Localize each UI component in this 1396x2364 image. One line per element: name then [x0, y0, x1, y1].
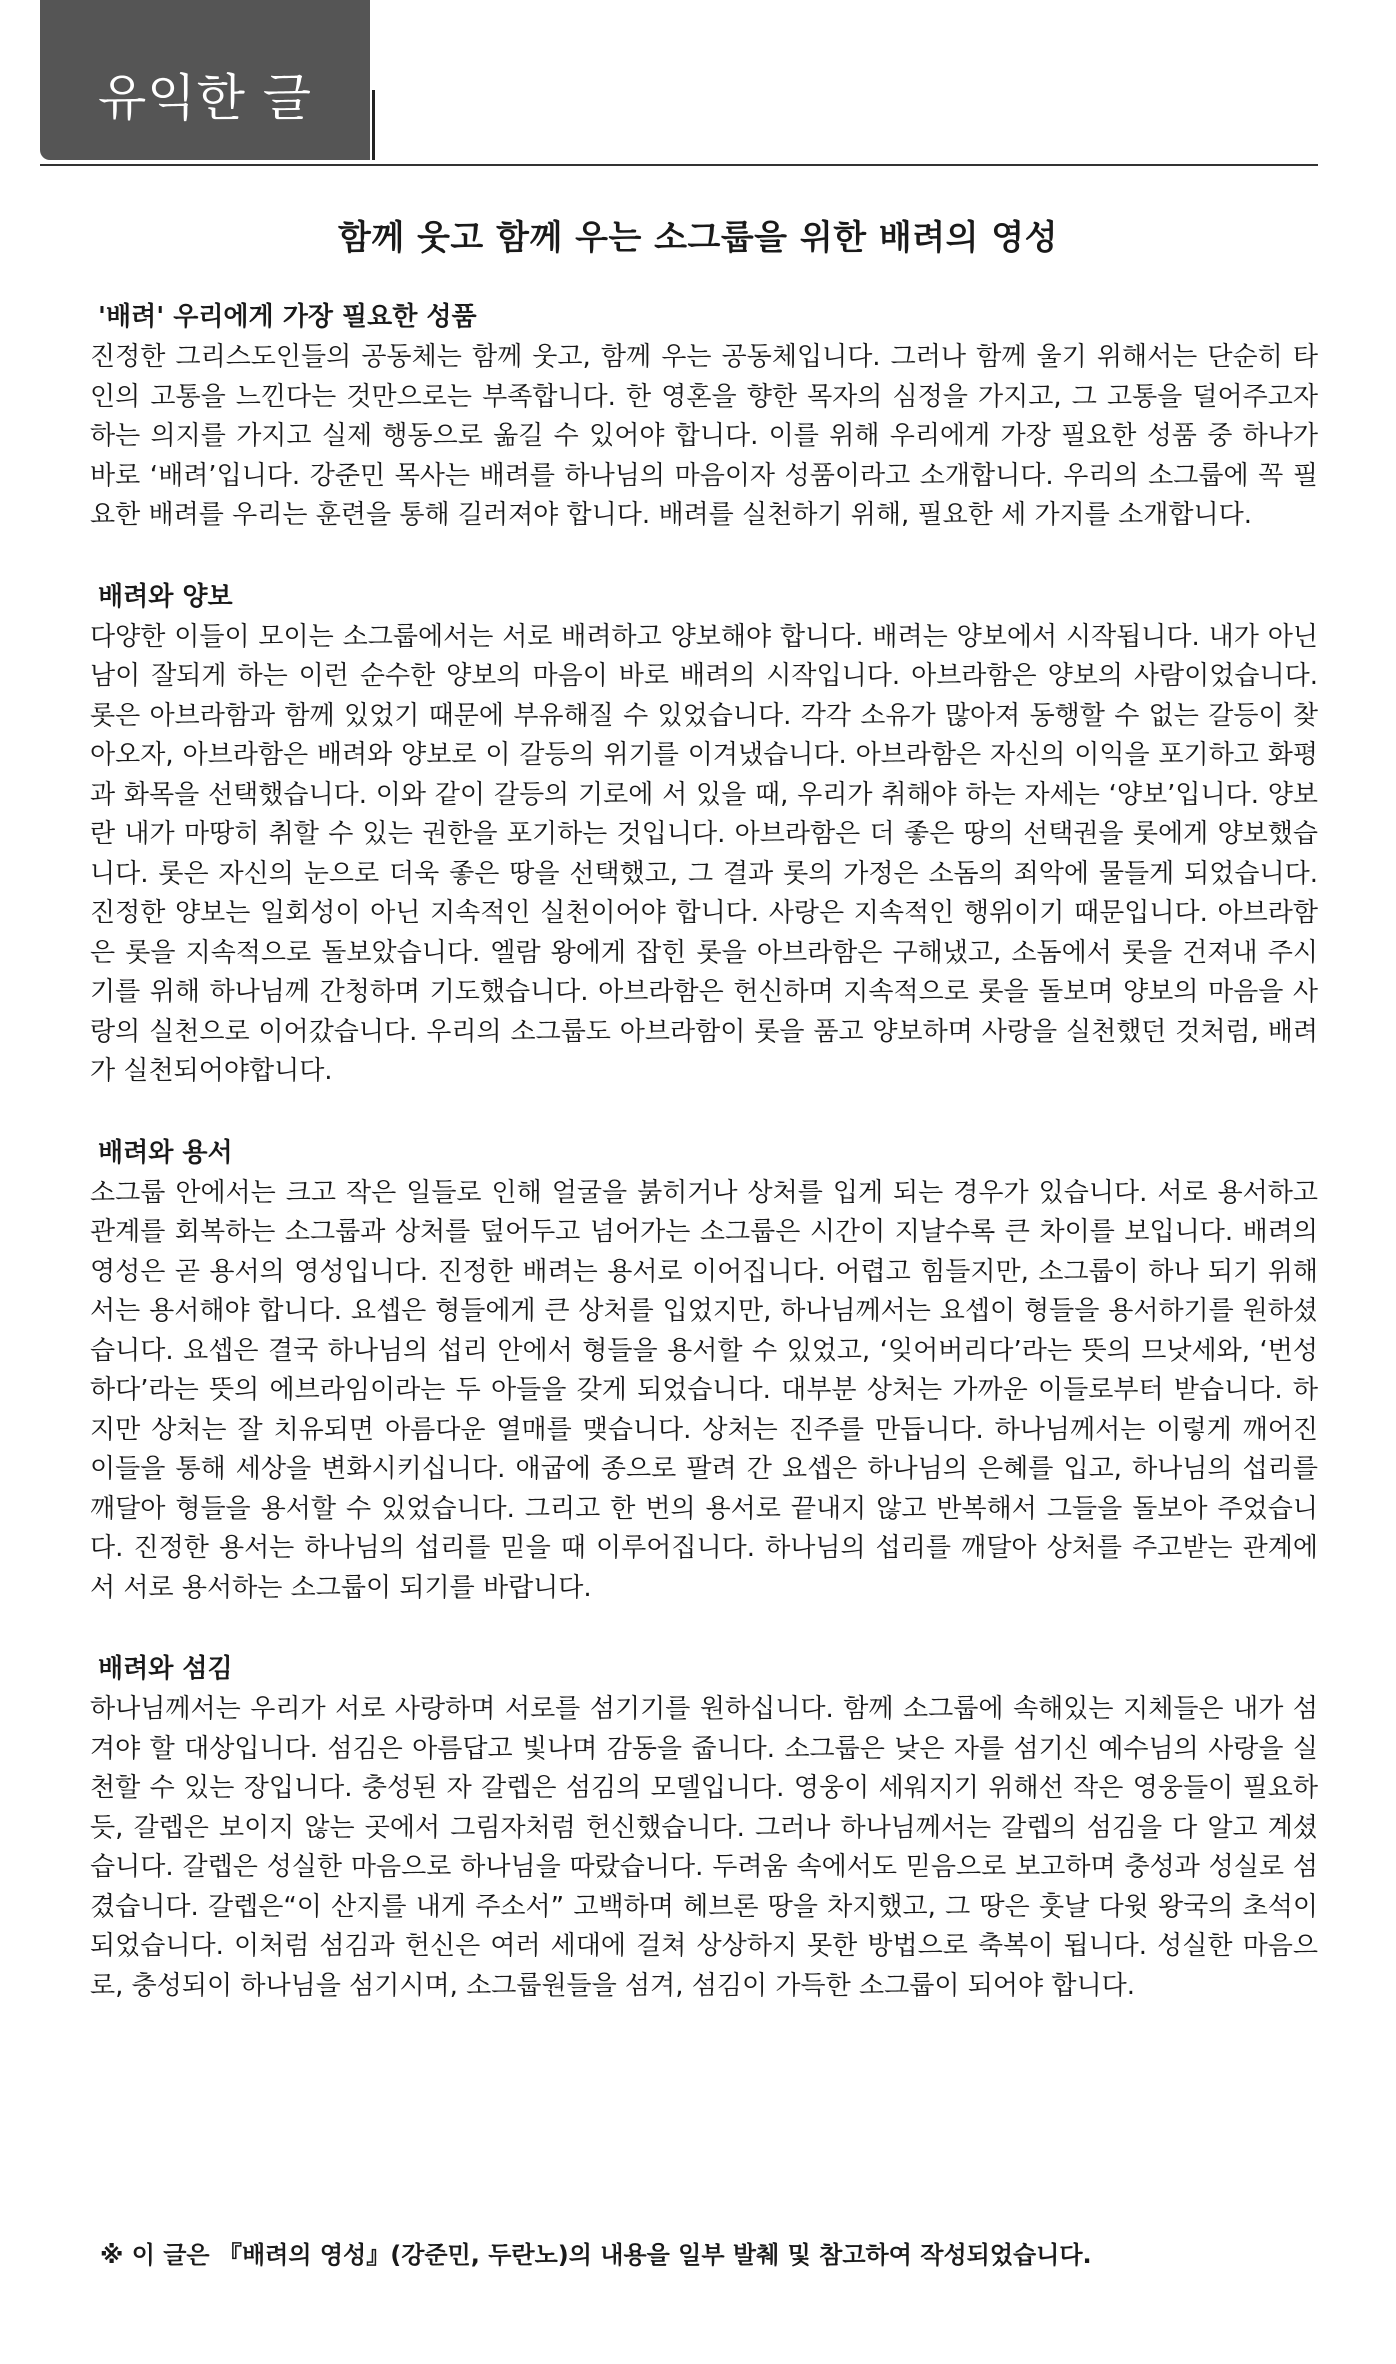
article-body	[90, 298, 1318, 2048]
section-heading: '배려' 우리에게 가장 필요한 성품	[98, 302, 477, 332]
section-intro	[90, 298, 1318, 536]
section-heading: 배려와 양보	[98, 581, 233, 612]
section-heading: 배려와 용서	[98, 1137, 233, 1168]
section-paragraph: 하나님께서는 우리가 서로 사랑하며 서로를 섬기기를 원하십니다. 함께 소그룹에 속해있는 지체들은 내가 섬겨야 할 대상입니다. 섬김은 아름답고 빛나며 감동을 줍니다. 소그룹은 낮은 자를 섬기신 예수님의 사랑을 실천할 수 있는 장입니다. 충성된 자 갈렙은 섬김의 모델입니다. 영웅이 세워지기 위해선 작은 영웅들이 필요하듯, 갈렙은 보이지 않는 곳에서 그림자처럼 헌신했습니다. 그러나 하나님께서는 갈렙의 섬김을 다 알고 계셨습니다. 갈렙은 성실한 마음으로 하나님을 따랐습니다. 두려움 속에서도 믿음으로 보고하며 충성과 성실로 섬겼습니다. 갈렙은“이 산지를 내게 주소서” 고백하며 헤브론 땅을 차지했고, 그 땅은 훗날 다윗 왕국의 초석이 되었습니다. 이처럼 섬김과 헌신은 여러 세대에 걸쳐 상상하지 못한 방법으로 축복이 됩니다. 성실한 마음으로, 충성되이 하나님을 섬기시며, 소그룹원들을 섬겨, 섬김이 가득한 소그룹이 되어야 합니다.	[90, 1694, 1318, 2001]
category-tab	[40, 0, 370, 160]
section-paragraph: 다양한 이들이 모이는 소그룹에서는 서로 배려하고 양보해야 합니다. 배려는 양보에서 시작됩니다. 내가 아닌 남이 잘되게 하는 이런 순수한 양보의 마음이 바로 배려의 시작입니다. 아브라함은 양보의 사람이었습니다. 롯은 아브라함과 함께 있었기 때문에 부유해질 수 있었습니다. 각각 소유가 많아져 동행할 수 없는 갈등이 찾아오자, 아브라함은 배려와 양보로 이 갈등의 위기를 이겨냈습니다. 아브라함은 자신의 이익을 포기하고 화평과 화목을 선택했습니다. 이와 같이 갈등의 기로에 서 있을 때, 우리가 취해야 하는 자세는 ‘양보’입니다. 양보란 내가 마땅히 취할 수 있는 권한을 포기하는 것입니다. 아브라함은 더 좋은 땅의 선택권을 롯에게 양보했습니다. 롯은 자신의 눈으로 더욱 좋은 땅을 선택했고, 그 결과 롯의 가정은 소돔의 죄악에 물들게 되었습니다. 진정한 양보는 일회성이 아닌 지속적인 실천이어야 합니다. 사랑은 지속적인 행위이기 때문입니다. 아브라함은 롯을 지속적으로 돌보았습니다. 엘람 왕에게 잡힌 롯을 아브라함은 구해냈고, 소돔에서 롯을 건져내 주시기를 위해 하나님께 간청하며 기도했습니다. 아브라함은 헌신하며 지속적으로 롯을 돌보며 양보의 마음을 사랑의 실천으로 이어갔습니다. 우리의 소그룹도 아브라함이 롯을 품고 양보하며 사랑을 실천했던 것처럼, 배려가 실천되어야합니다.	[90, 621, 1318, 1086]
section-forgiveness	[90, 1134, 1318, 1609]
section-paragraph: 소그룹 안에서는 크고 작은 일들로 인해 얼굴을 붉히거나 상처를 입게 되는 경우가 있습니다. 서로 용서하고 관계를 회복하는 소그룹과 상처를 덮어두고 넘어가는 소그룹은 시간이 지날수록 큰 차이를 보입니다. 배려의 영성은 곧 용서의 영성입니다. 진정한 배려는 용서로 이어집니다. 어렵고 힘들지만, 소그룹이 하나 되기 위해서는 용서해야 합니다. 요셉은 형들에게 큰 상처를 입었지만, 하나님께서는 요셉이 형들을 용서하기를 원하셨습니다. 요셉은 결국 하나님의 섭리 안에서 형들을 용서할 수 있었고, ‘잊어버리다’라는 뜻의 므낫세와, ‘번성하다’라는 뜻의 에브라임이라는 두 아들을 갖게 되었습니다. 대부분 상처는 가까운 이들로부터 받습니다. 하지만 상처는 잘 치유되면 아름다운 열매를 맺습니다. 상처는 진주를 만듭니다. 하나님께서는 이렇게 깨어진 이들을 통해 세상을 변화시키십니다. 애굽에 종으로 팔려 간 요셉은 하나님의 은혜를 입고, 하나님의 섭리를 깨달아 형들을 용서할 수 있었습니다. 그리고 한 번의 용서로 끝내지 않고 반복해서 그들을 돌보아 주었습니다. 진정한 용서는 하나님의 섭리를 믿을 때 이루어집니다. 하나님의 섭리를 깨달아 상처를 주고받는 관계에서 서로 용서하는 소그룹이 되기를 바랍니다.	[90, 1177, 1318, 1603]
category-tab-label: 유익한 글	[98, 69, 313, 127]
source-footnote: ※ 이 글은 『배려의 영성』(강준민, 두란노)의 내용을 일부 발췌 및 참고하여 작성되었습니다.	[100, 2241, 1092, 2269]
tab-divider-bar	[372, 90, 375, 160]
section-paragraph: 진정한 그리스도인들의 공동체는 함께 웃고, 함께 우는 공동체입니다. 그러나 함께 울기 위해서는 단순히 타인의 고통을 느낀다는 것만으로는 부족합니다. 한 영혼을 향한 목자의 심정을 가지고, 그 고통을 덜어주고자 하는 의지를 가지고 실제 행동으로 옮길 수 있어야 합니다. 이를 위해 우리에게 가장 필요한 성품 중 하나가 바로 ‘배려’입니다. 강준민 목사는 배려를 하나님의 마음이자 성품이라고 소개합니다. 우리의 소그룹에 꼭 필요한 배려를 우리는 훈련을 통해 길러져야 합니다. 배려를 실천하기 위해, 필요한 세 가지를 소개합니다.	[90, 342, 1318, 530]
section-service	[90, 1650, 1318, 2006]
section-yielding	[90, 578, 1318, 1092]
header-rule	[40, 164, 1318, 166]
article-title: 함께 웃고 함께 우는 소그룹을 위한 배려의 영성	[338, 218, 1058, 258]
section-heading: 배려와 섬김	[98, 1654, 233, 1684]
